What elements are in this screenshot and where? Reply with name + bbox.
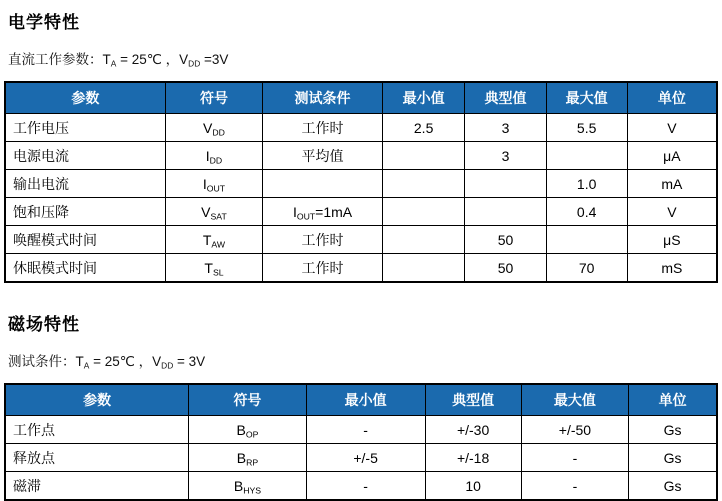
table-cell: 电源电流 xyxy=(5,142,165,170)
table-cell xyxy=(382,170,465,198)
table-cell: - xyxy=(521,444,629,472)
table-cell: $I_{OUT}$ xyxy=(165,170,263,198)
column-header: 典型值 xyxy=(465,82,546,114)
table-cell: mA xyxy=(627,170,717,198)
electrical-table-body xyxy=(5,114,717,283)
table-cell: 50 xyxy=(465,226,546,254)
column-header: 符号 xyxy=(165,82,263,114)
table-cell: μS xyxy=(627,226,717,254)
table-cell: 1.0 xyxy=(546,170,627,198)
table-cell xyxy=(546,142,627,170)
electrical-section-title: 电学特性 xyxy=(8,13,80,32)
table-cell: $T_{AW}$ xyxy=(165,226,263,254)
column-header: 符号 xyxy=(189,384,306,416)
table-cell: μA xyxy=(627,142,717,170)
column-header: 典型值 xyxy=(425,384,521,416)
table-cell: +/-30 xyxy=(425,416,521,444)
electrical-characteristics-table xyxy=(4,81,718,283)
column-header: 单位 xyxy=(627,82,717,114)
table-cell: Gs xyxy=(629,416,717,444)
table-cell: $V_{SAT}$ xyxy=(165,198,263,226)
table-cell xyxy=(465,170,546,198)
table-cell: $B_{RP}$ xyxy=(189,444,306,472)
table-cell: 工作电压 xyxy=(5,114,165,142)
table-row xyxy=(5,444,717,472)
table-cell: V xyxy=(627,114,717,142)
table-cell: 0.4 xyxy=(546,198,627,226)
table-cell: 工作时 xyxy=(263,226,383,254)
table-cell xyxy=(382,254,465,283)
table-cell: 释放点 xyxy=(5,444,189,472)
column-header: 参数 xyxy=(5,384,189,416)
electrical-test-condition: 直流工作参数：$T_A$ = 25℃ ，$V_{DD} =3V$ xyxy=(8,52,229,69)
table-cell: 50 xyxy=(465,254,546,283)
table-row xyxy=(5,416,717,444)
table-cell: $I_{OUT}=1mA$ xyxy=(263,198,383,226)
table-row xyxy=(5,114,717,142)
header-row xyxy=(5,82,717,114)
column-header: 测试条件 xyxy=(263,82,383,114)
table-row xyxy=(5,198,717,226)
table-cell: 平均值 xyxy=(263,142,383,170)
table-cell: +/-18 xyxy=(425,444,521,472)
table-cell xyxy=(546,226,627,254)
table-cell: 磁滞 xyxy=(5,472,189,501)
table-cell: 工作时 xyxy=(263,254,383,283)
table-cell: 休眠模式时间 xyxy=(5,254,165,283)
column-header: 最大值 xyxy=(521,384,629,416)
column-header: 参数 xyxy=(5,82,165,114)
table-cell: 3 xyxy=(465,114,546,142)
table-cell: V xyxy=(627,198,717,226)
table-cell: $T_{SL}$ xyxy=(165,254,263,283)
table-cell: 输出电流 xyxy=(5,170,165,198)
table-row xyxy=(5,170,717,198)
table-cell xyxy=(382,226,465,254)
table-cell: - xyxy=(306,472,425,501)
table-cell: 70 xyxy=(546,254,627,283)
table-cell: mS xyxy=(627,254,717,283)
table-row xyxy=(5,472,717,501)
magnetic-table-header xyxy=(5,384,717,416)
table-row xyxy=(5,254,717,283)
header-row xyxy=(5,384,717,416)
table-cell: 工作点 xyxy=(5,416,189,444)
magnetic-table-body xyxy=(5,416,717,501)
table-cell: 3 xyxy=(465,142,546,170)
table-cell: 工作时 xyxy=(263,114,383,142)
magnetic-section-title: 磁场特性 xyxy=(8,315,80,334)
table-cell: - xyxy=(521,472,629,501)
table-cell: +/-5 xyxy=(306,444,425,472)
column-header: 最小值 xyxy=(306,384,425,416)
electrical-section xyxy=(4,8,718,283)
table-cell: $B_{HYS}$ xyxy=(189,472,306,501)
table-cell xyxy=(263,170,383,198)
table-cell: $B_{OP}$ xyxy=(189,416,306,444)
magnetic-test-condition: 测试条件：$T_A$ = 25℃ ，$V_{DD} = 3V$ xyxy=(8,354,206,371)
electrical-table-header xyxy=(5,82,717,114)
column-header: 最大值 xyxy=(546,82,627,114)
table-cell: $I_{DD}$ xyxy=(165,142,263,170)
table-row xyxy=(5,226,717,254)
table-cell: 5.5 xyxy=(546,114,627,142)
column-header: 最小值 xyxy=(382,82,465,114)
table-cell xyxy=(382,142,465,170)
table-cell: +/-50 xyxy=(521,416,629,444)
table-cell: 2.5 xyxy=(382,114,465,142)
table-cell xyxy=(382,198,465,226)
table-cell: 饱和压降 xyxy=(5,198,165,226)
table-row xyxy=(5,142,717,170)
table-cell: Gs xyxy=(629,444,717,472)
table-cell: 10 xyxy=(425,472,521,501)
magnetic-section xyxy=(4,310,718,501)
table-cell xyxy=(465,198,546,226)
column-header: 单位 xyxy=(629,384,717,416)
magnetic-characteristics-table xyxy=(4,383,718,501)
table-cell: Gs xyxy=(629,472,717,501)
table-cell: - xyxy=(306,416,425,444)
table-cell: 唤醒模式时间 xyxy=(5,226,165,254)
table-cell: $V_{DD}$ xyxy=(165,114,263,142)
